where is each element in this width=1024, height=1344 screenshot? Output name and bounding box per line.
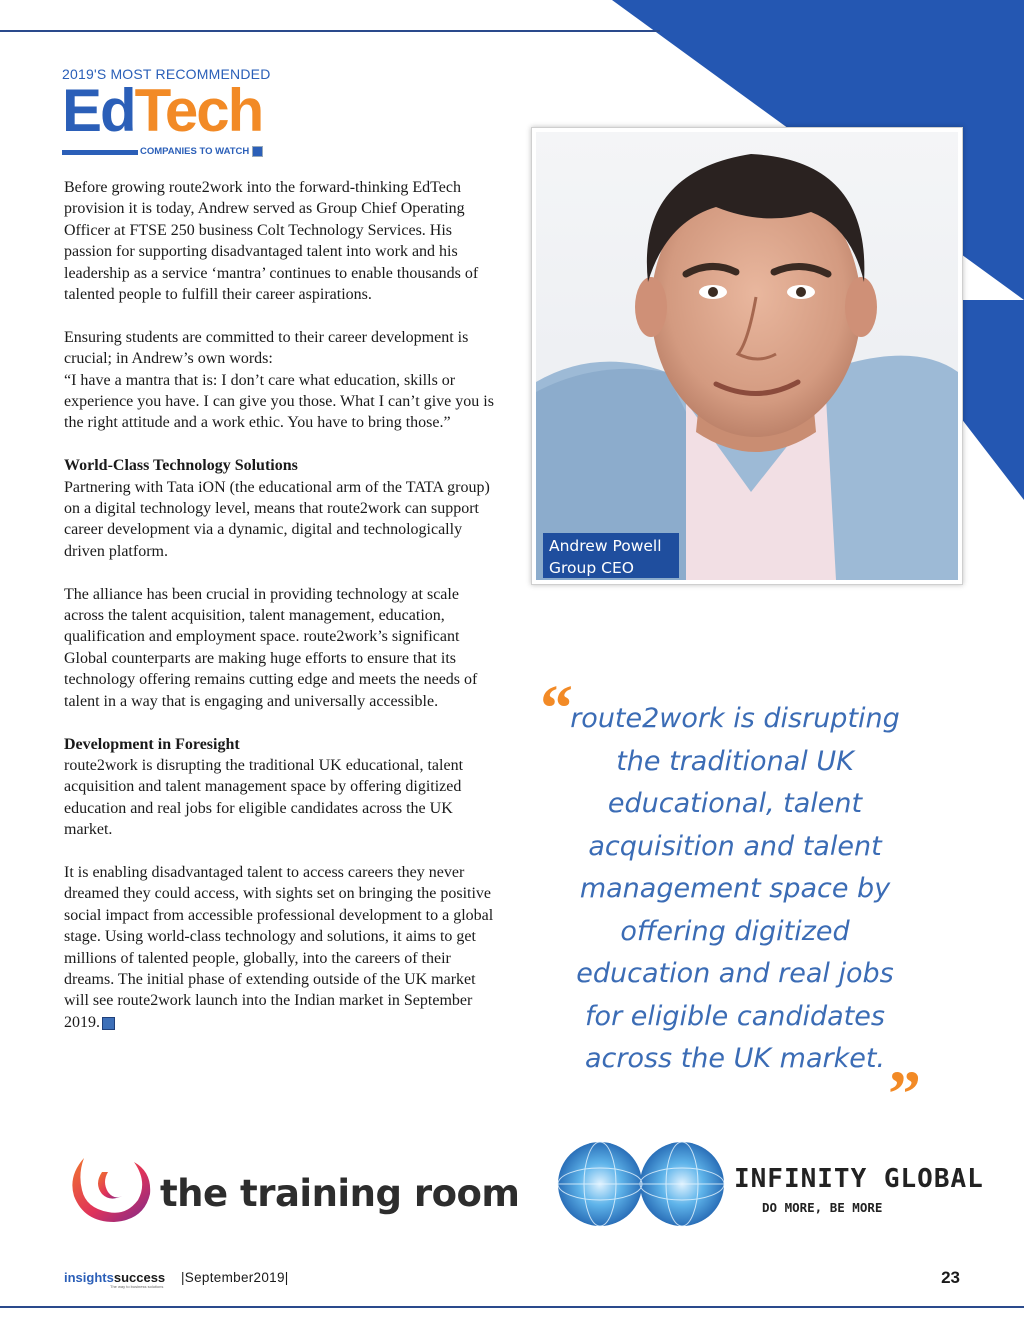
badge-word-tech: Tech <box>134 77 263 144</box>
training-room-logo <box>64 1150 520 1230</box>
training-room-swirl-icon <box>64 1150 152 1226</box>
article-paragraph <box>64 862 498 1033</box>
page-number: 23 <box>941 1268 960 1287</box>
portrait-frame <box>531 127 963 585</box>
badge-top-line: 2019'S MOST RECOMMENDED <box>62 66 271 82</box>
section-heading: World-Class Technology Solutions <box>64 457 298 475</box>
article-sentence: Ensuring students are committed to their career development is crucial; in Andrew’s own words: <box>64 328 469 368</box>
pull-quote: route2work is disrupting the traditional UK educational, talent acquisition and talent management space by offering digitized education and real jobs for eligible candidates across the UK market. <box>570 703 900 1074</box>
badge-wordmark <box>62 78 262 144</box>
issue-date: |September2019| <box>181 1270 289 1285</box>
training-room-wordmark: the training room <box>160 1172 520 1215</box>
portrait-photo <box>536 132 958 580</box>
article-closing-text: It is enabling disadvantaged talent to access careers they never dreamed they could access, with sights set on bringing the positive social impact from accessible professional development to a global stage. Using world-class technology and solutions, it aims to get millions of talented people, globally, into the careers of their dreams. The initial phase of extending outside of the UK market will see route2work launch into the Indian market in September 2019. <box>64 863 494 1031</box>
article-paragraph <box>64 327 498 434</box>
magazine-brand <box>64 1270 166 1289</box>
infinity-global-tagline: DO MORE, BE MORE <box>762 1200 883 1215</box>
article-paragraph: Before growing route2work into the forward-thinking EdTech provision it is today, Andrew served as Group Chief Operating Officer at FTSE 250 business Colt Technology Services. His passion for supporting disadvantaged talent into work and his leadership as a service ‘mantra’ continues to enable thousands of talented people to fulfill their career aspirations. <box>64 179 479 304</box>
section-heading: Development in Foresight <box>64 735 240 753</box>
badge-underline <box>62 150 138 155</box>
top-rule <box>0 30 660 32</box>
magazine-logo-icon <box>252 146 263 157</box>
brand-tagline: The way to business solutions <box>110 1284 164 1289</box>
person-name: Andrew Powell <box>549 537 662 555</box>
article-paragraph: Partnering with Tata iON (the educational arm of the TATA group) on a digital technology level, means that route2work can support career development via a dynamic, digital and technologically driven platform. <box>64 478 490 560</box>
infinity-global-logo <box>556 1140 984 1230</box>
article-quote: “I have a mantra that is: I don’t care what education, skills or experience you have. I can give you those. What I can’t give you is the right attitude and a work ethic. You have to bring those.” <box>64 371 494 432</box>
open-quote-mark: “ <box>540 672 573 745</box>
badge-bottom-text: COMPANIES TO WATCH <box>140 146 250 158</box>
infinity-globes-icon <box>556 1140 726 1228</box>
bottom-rule <box>0 1306 1024 1308</box>
badge-bottom-line <box>140 146 263 157</box>
infinity-global-name: INFINITY GLOBAL <box>734 1164 984 1194</box>
article-paragraph: route2work is disrupting the traditional UK educational, talent acquisition and talent management space by offering digitized education and real jobs for eligible candidates across the UK market. <box>64 756 464 839</box>
article-body <box>64 177 498 1055</box>
badge-word-ed: Ed <box>62 77 135 144</box>
brand-part-success: success <box>113 1270 166 1285</box>
close-quote-mark: ” <box>888 1058 921 1131</box>
edtech-badge <box>62 66 302 161</box>
photo-caption <box>543 533 679 578</box>
article-paragraph: The alliance has been crucial in providing technology at scale across the talent acquisition, talent management, education, qualification and employment space. route2work’s significant Global counterparts are making huge efforts to ensure that its technology offering remains cutting edge and meets the needs of talent in a way that is engaging and universally accessible. <box>64 585 478 710</box>
page-footer <box>64 1269 960 1291</box>
end-mark-icon <box>102 1017 115 1030</box>
brand-part-insights: insights <box>64 1270 114 1285</box>
person-title: Group CEO <box>549 559 634 577</box>
